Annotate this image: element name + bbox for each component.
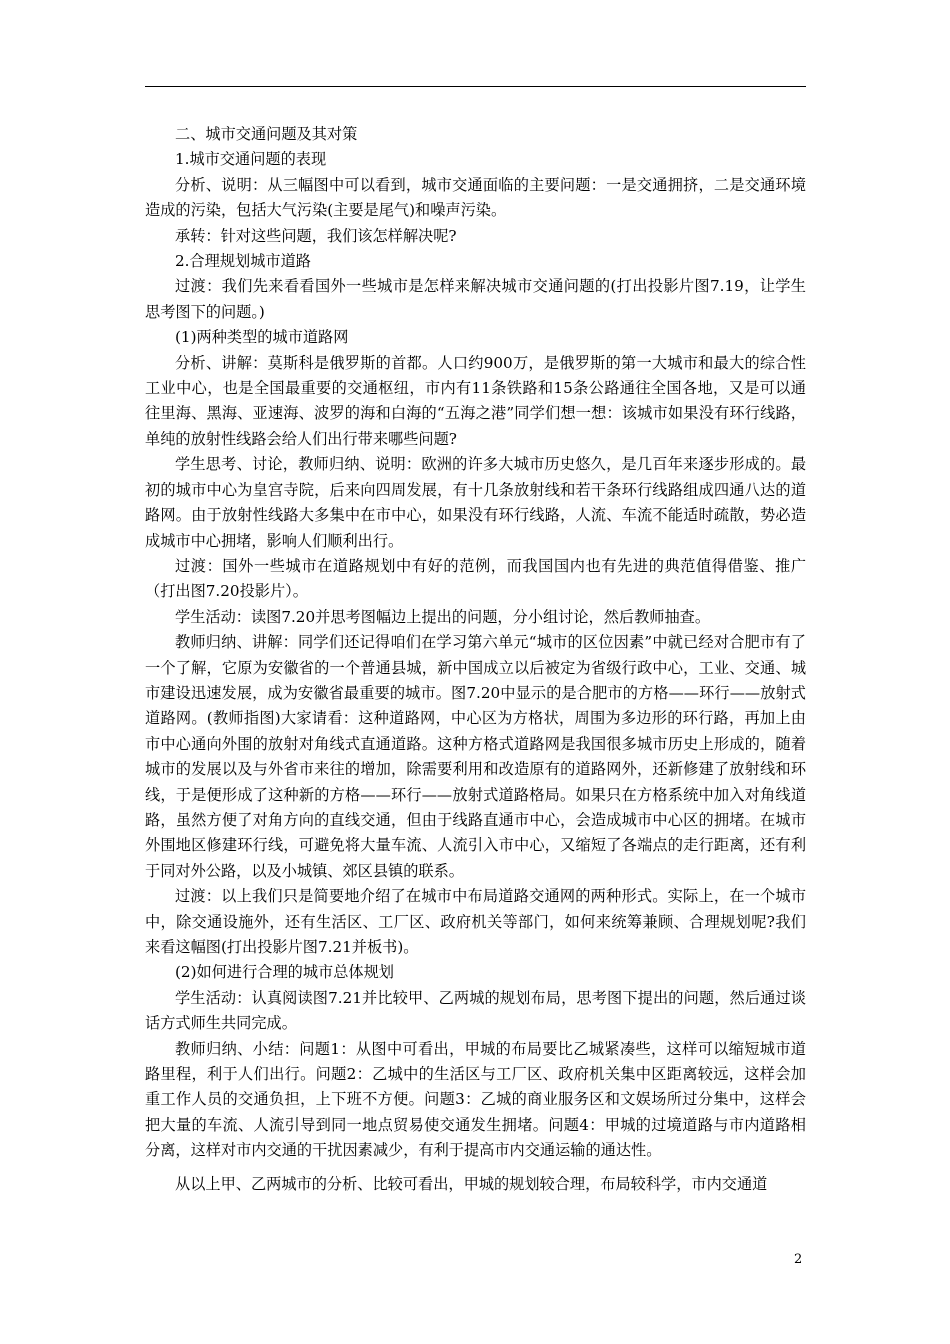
paragraph: 过渡：以上我们只是简要地介绍了在城市中布局道路交通网的两种形式。实际上，在一个城市中，除交通设施外，还有生活区、工厂区、政府机关等部门，如何来统筹兼顾、合理规划呢?我们来看这幅图(打出投影片图7.21并板书)。 — [145, 887, 806, 956]
paragraph: 承转：针对这些问题，我们该怎样解决呢? — [175, 226, 457, 245]
section-heading: 二、城市交通问题及其对策 — [175, 125, 358, 143]
subsection-heading: (2)如何进行合理的城市总体规划 — [175, 963, 394, 982]
subsection-heading: 1.城市交通问题的表现 — [175, 150, 327, 169]
paragraph: 从以上甲、乙两城市的分析、比较可看出，甲城的规划较合理，布局较科学，市内交通道 — [175, 1174, 768, 1193]
subsection-heading: (1)两种类型的城市道路网 — [175, 328, 349, 347]
paragraph: 教师归纳、讲解：同学们还记得咱们在学习第六单元“城市的区位因素”中就已经对合肥市有了一个了解，它原为安徽省的一个普通县城，新中国成立以后被定为省级行政中心，工业、交通、城市建设迅速发展，成为安徽省最重要的城市。图7.20中显示的是合肥市的方格——环行——放射式道路网。(教师指图)大家请看：这种道路网，中心区为方格状，周围为多边形的环行路，再加上由市中心通向外围的放射对角线式直通道路。这种方格式道路网是我国很多城市历史上形成的，随着城市的发展以及与外省市来往的增加，除需要利用和改造原有的道路网外，还新修建了放射线和环线，于是便形成了这种新的方格——环行——放射式道路格局。如果只在方格系统中加入对角线道路，虽然方便了对角方向的直线交通，但由于线路直通市中心，会造成城市中心区的拥堵。在城市外围地区修建环行线，可避免将大量车流、人流引入市中心，又缩短了各端点的走行距离，还有利于同对外公路，以及小城镇、郊区县镇的联系。 — [145, 633, 806, 880]
paragraph: 学生活动：读图7.20并思考图幅边上提出的问题，分小组讨论，然后教师抽查。 — [175, 607, 711, 626]
page-number: 2 — [794, 1252, 803, 1267]
document-body — [145, 122, 806, 1197]
paragraph-gap — [145, 1164, 806, 1172]
paragraph: 过渡：国外一些城市在道路规划中有好的范例，而我国国内也有先进的典范值得借鉴、推广（打出图7.20投影片）。 — [145, 556, 806, 601]
header-rule — [145, 86, 806, 87]
paragraph: 分析、说明：从三幅图中可以看到，城市交通面临的主要问题：一是交通拥挤，二是交通环境造成的污染，包括大气污染(主要是尾气)和噪声污染。 — [145, 175, 806, 220]
subsection-heading: 2.合理规划城市道路 — [175, 252, 311, 271]
paragraph: 过渡：我们先来看看国外一些城市是怎样来解决城市交通问题的(打出投影片图7.19，让学生思考图下的问题。) — [145, 277, 806, 321]
paragraph: 学生活动：认真阅读图7.21并比较甲、乙两城的规划布局，思考图下提出的问题，然后通过谈话方式师生共同完成。 — [145, 988, 806, 1033]
paragraph: 学生思考、讨论，教师归纳、说明：欧洲的许多大城市历史悠久，是几百年来逐步形成的。最初的城市中心为皇宫寺院，后来向四周发展，有十几条放射线和若干条环行线路组成四通八达的道路网。由于放射性线路大多集中在市中心，如果没有环行线路，人流、车流不能适时疏散，势必造成城市中心拥堵，影响人们顺利出行。 — [145, 455, 806, 550]
paragraph: 教师归纳、小结：问题1：从图中可看出，甲城的布局要比乙城紧凑些，这样可以缩短城市道路里程，利于人们出行。问题2：乙城中的生活区与工厂区、政府机关集中区距离较远，这样会加重工作人员的交通负担，上下班不方便。问题3：乙城的商业服务区和文娱场所过分集中，这样会把大量的车流、人流引导到同一地点贸易使交通发生拥堵。问题4：甲城的过境道路与市内道路相分离，这样对市内交通的干扰因素减少，有利于提高市内交通运输的通达性。 — [145, 1039, 806, 1160]
paragraph: 分析、讲解：莫斯科是俄罗斯的首都。人口约900万，是俄罗斯的第一大城市和最大的综合性工业中心，也是全国最重要的交通枢纽，市内有11条铁路和15条公路通往全国各地，又是可以通往里海、黑海、亚速海、波罗的海和白海的“五海之港”同学们想一想：该城市如果没有环行线路，单纯的放射性线路会给人们出行带来哪些问题? — [145, 353, 806, 448]
